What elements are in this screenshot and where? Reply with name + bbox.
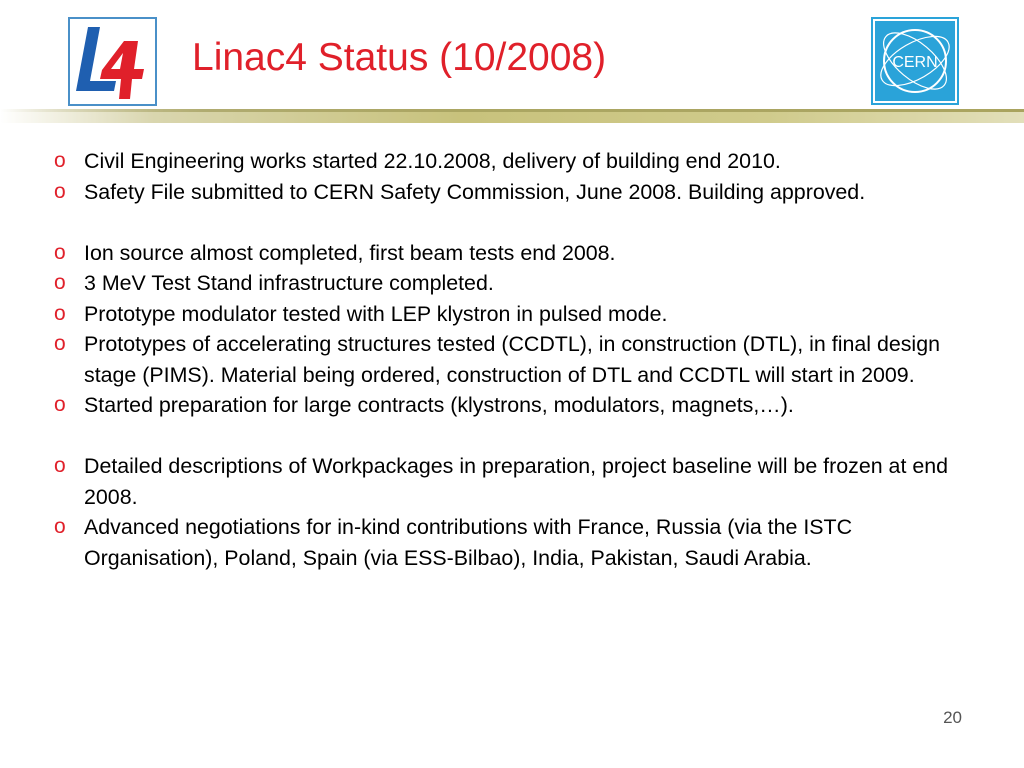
bullet-text: Started preparation for large contracts (klystrons, modulators, magnets,…). [84,393,794,417]
bullet-marker: o [54,301,66,325]
bullet-text: Prototypes of accelerating structures tested (CCDTL), in construction (DTL), in final design stage (PIMS). Material being ordered, construction of DTL and CCDTL will start in 2009. [84,332,940,387]
bullet-marker: o [54,149,66,172]
cern-logo-text: CERN [892,54,938,71]
bullet-marker: o [54,332,66,355]
bullet-item [54,146,974,177]
header-divider-bar [0,109,1024,123]
bullet-marker: o [54,515,66,538]
bullet-item [54,268,974,299]
bullet-list [54,146,974,573]
bullet-item [54,177,974,208]
cern-logo-graphic [871,17,959,105]
slide-title: Linac4 Status (10/2008) [192,36,607,79]
bullet-marker: o [54,240,66,264]
bullet-text: Advanced negotiations for in-kind contributions with France, Russia (via the ISTC Organisation), Poland, Spain (via ESS-Bilbao), India, Pakistan, Saudi Arabia. [84,515,853,570]
bullet-text: Civil Engineering works started 22.10.2008, delivery of building end 2010. [84,149,781,173]
bullet-item [54,512,974,573]
bullet-text: Ion source almost completed, first beam tests end 2008. [84,240,616,265]
bullet-marker: o [54,271,66,294]
bullet-item [54,451,974,512]
bullet-item [54,390,974,421]
cern-logo [871,17,959,105]
bullet-text: Prototype modulator tested with LEP klystron in pulsed mode. [84,301,668,326]
linac4-logo-graphic [70,19,155,104]
bullet-marker: o [54,454,66,477]
bullet-item [54,238,974,269]
bullet-item [54,299,974,330]
bullet-marker: o [54,179,66,203]
bullet-text: 3 MeV Test Stand infrastructure completed. [84,271,494,295]
bullet-marker: o [54,393,66,416]
bullet-item [54,329,974,390]
bullet-text: Detailed descriptions of Workpackages in preparation, project baseline will be frozen at end 2008. [84,454,949,509]
bullet-text: Safety File submitted to CERN Safety Commission, June 2008. Building approved. [84,179,866,204]
linac4-logo [68,17,157,106]
page-number: 20 [943,708,962,727]
